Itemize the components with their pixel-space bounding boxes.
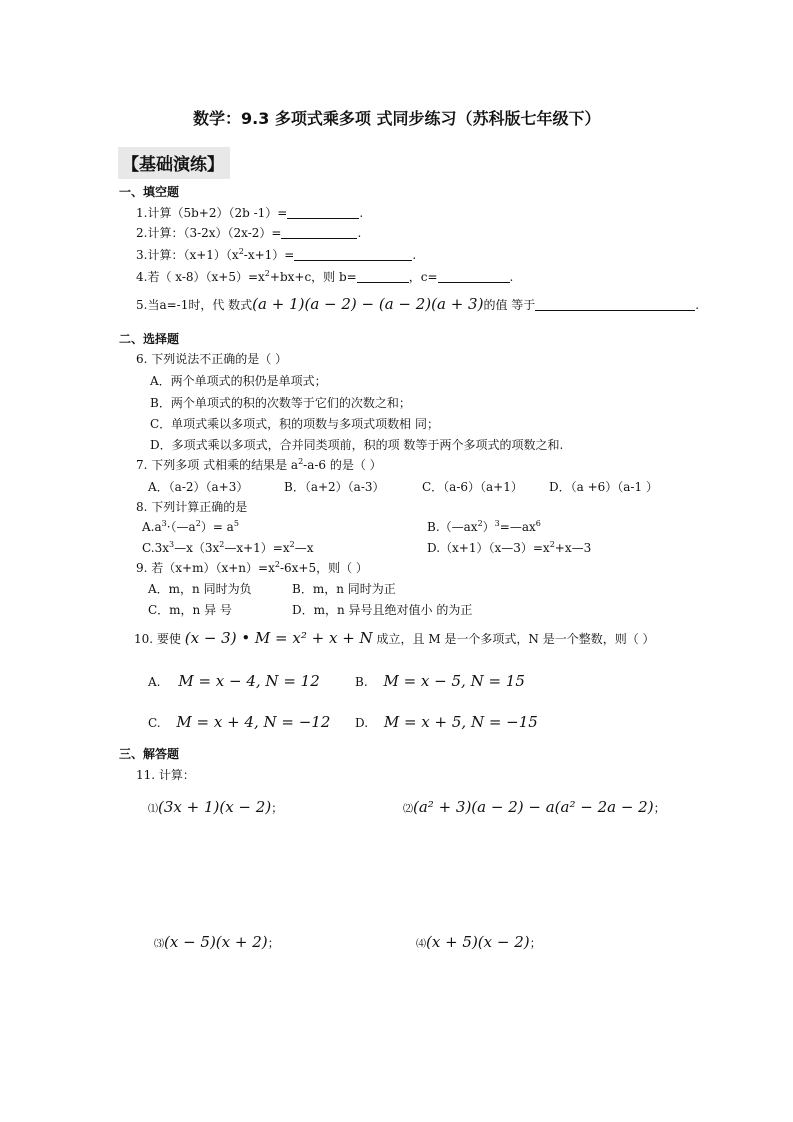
exponent: 3 <box>161 519 167 528</box>
question-5-text: 的值 等于 <box>483 298 536 312</box>
answer-blank[interactable] <box>287 206 359 219</box>
option-text: B.（—ax <box>427 520 478 534</box>
question-10-option-b[interactable] <box>355 672 525 690</box>
page-title: 数学：9.3 多项式乘多项 式同步练习（苏科版七年级下） <box>193 109 601 128</box>
exponent: 2 <box>238 247 244 256</box>
question-7 <box>136 456 382 473</box>
question-9-option-d[interactable]: D．m，n 异号且绝对值小 的为正 <box>292 603 473 617</box>
question-11-part-2 <box>403 798 666 816</box>
exponent: 2 <box>477 519 483 528</box>
question-6: 6. 下列说法不正确的是（ ） <box>136 352 288 366</box>
question-9-option-c[interactable]: C．m，n 异 号 <box>148 603 232 617</box>
answer-blank-b[interactable] <box>357 270 409 283</box>
question-3-text: 3.计算：（x+1）（x <box>136 248 239 262</box>
question-7-text: -a-6 的是（ ） <box>303 458 382 472</box>
question-6-option-a[interactable]: A．两个单项式的积仍是单项式； <box>150 374 327 388</box>
question-4-text: ，c= <box>408 270 438 284</box>
question-11-part-1 <box>148 798 283 816</box>
answer-blank-c[interactable] <box>438 270 510 283</box>
question-6-option-d[interactable]: D．多项式乘以多项式，合并同类项前，积的项 数等于两个多项式的项数之和. <box>150 438 564 452</box>
math-expression: M = x − 5, N = 15 <box>383 672 525 690</box>
option-label: A. <box>148 675 161 689</box>
semicolon: ； <box>267 936 280 950</box>
section-heading-choice: 二、选择题 <box>119 332 180 346</box>
question-10 <box>134 629 655 647</box>
section-heading-fill: 一、填空题 <box>119 185 180 199</box>
question-6-option-c[interactable]: C．单项式乘以多项式，积的项数与多项式项数相 同； <box>150 417 439 431</box>
question-8-option-b[interactable] <box>427 518 541 535</box>
answer-blank[interactable] <box>535 298 695 311</box>
question-7-text: 7. 下列多项 式相乘的结果是 a <box>136 458 299 472</box>
question-4: 4.若（ $x-8)(x+5)=x^2+bx+c$，则 b= ，c= . <box>136 269 514 284</box>
option-label: B. <box>355 675 368 689</box>
question-6-option-b[interactable]: B．两个单项式的积的次数等于它们的次数之和； <box>150 396 411 410</box>
part-label: ⑴ <box>148 804 158 815</box>
option-text: +x—3 <box>554 541 592 555</box>
question-10-option-d[interactable] <box>355 713 538 731</box>
question-3: 3.计算：$(x+1)(x^2-x+1)=$ . <box>136 247 417 262</box>
option-label: C. <box>148 716 161 730</box>
exponent: 3 <box>494 519 500 528</box>
math-expression: (3x + 1)(x − 2) <box>158 798 272 816</box>
option-text: =—ax <box>499 520 536 534</box>
exponent: 2 <box>195 519 201 528</box>
option-label: D. <box>355 716 369 730</box>
math-expression: (x − 5)(x + 2) <box>164 933 268 951</box>
question-8: 8. 下列计算正确的是 <box>136 500 248 514</box>
exponent: 5 <box>233 519 239 528</box>
question-1-text: 1.计算（5b+2）（2b -1）= <box>136 206 288 220</box>
answer-blank[interactable] <box>294 248 412 261</box>
question-2: 2.计算：（3-2x）（2x-2）= . <box>136 226 362 240</box>
semicolon: ； <box>271 801 284 815</box>
question-4-text: 4.若（ x-8）（x+5）=x <box>136 270 265 284</box>
question-9-option-a[interactable]: A．m，n 同时为负 <box>148 582 252 596</box>
question-8-option-d[interactable] <box>427 539 591 556</box>
section-heading-solve: 三、解答题 <box>119 747 180 761</box>
exponent: 6 <box>535 519 541 528</box>
semicolon: ； <box>653 801 666 815</box>
exponent: 2 <box>289 540 295 549</box>
exponent: 2 <box>298 457 304 466</box>
section-banner: 【基础演练】 <box>118 147 230 179</box>
question-3-text: -x+1）= <box>243 248 295 262</box>
option-text: ）= a <box>200 520 234 534</box>
part-label: ⑶ <box>154 939 164 950</box>
question-1: 1.计算（5b+2）（2b -1）= . <box>136 206 364 220</box>
semicolon: ； <box>529 936 542 950</box>
math-expression: M = x − 4, N = 12 <box>178 672 320 690</box>
option-text: ） <box>482 520 495 534</box>
exponent: 2 <box>219 540 225 549</box>
question-7-option-c[interactable]: C．（a-6）（a+1） <box>422 480 523 494</box>
question-5: 5.当a=-1时，代 数式(a + 1)(a − 2) − (a − 2)(a + 3)的值 等于 . <box>136 295 700 313</box>
math-expression: M = x + 4, N = −12 <box>176 713 331 731</box>
answer-blank[interactable] <box>281 226 357 239</box>
question-8-option-c[interactable] <box>142 539 314 556</box>
question-10-text: 10. 要使 <box>134 632 181 646</box>
question-9 <box>136 559 368 576</box>
option-text: —x <box>294 541 314 555</box>
question-9-text: -6x+5，则（ ） <box>279 561 368 575</box>
question-10-text: 成立，且 M 是一个多项式，N 是一个整数，则（ ） <box>376 632 655 646</box>
question-5-text: 5.当a=-1时，代 数式 <box>136 298 253 312</box>
math-expression: M = x + 5, N = −15 <box>383 713 538 731</box>
exponent: 3 <box>168 540 175 549</box>
exponent: 2 <box>549 540 555 549</box>
option-text: —x（3x <box>174 541 220 555</box>
math-expression: (a² + 3)(a − 2) − a(a² − 2a − 2) <box>413 798 654 816</box>
question-11-part-4 <box>416 933 542 951</box>
question-11-part-3 <box>154 933 280 951</box>
question-9-option-b[interactable]: B．m，n 同时为正 <box>292 582 396 596</box>
question-9-text: 9. 若（x+m）（x+n）=x <box>136 561 275 575</box>
option-text: —x+1）=x <box>224 541 290 555</box>
option-text: A.a <box>142 520 162 534</box>
question-7-option-b[interactable]: B．（a+2）（a-3） <box>284 480 385 494</box>
question-4-text: +bx+c，则 b= <box>269 270 357 284</box>
question-2-text: 2.计算：（3-2x）（2x-2）= <box>136 226 282 240</box>
question-11: 11. 计算： <box>136 768 195 782</box>
math-expression: (x − 3) • M = x² + x + N <box>184 629 373 647</box>
part-label: ⑵ <box>403 804 413 815</box>
math-expression: (a + 1)(a − 2) − (a − 2)(a + 3) <box>252 295 484 313</box>
exponent: 2 <box>274 560 280 569</box>
question-10-option-a[interactable] <box>148 672 320 690</box>
option-text: D.（x+1）（x—3）=x <box>427 541 550 555</box>
option-text: C.3x <box>142 541 169 555</box>
question-7-option-a[interactable]: A．（a-2）（a+3） <box>148 480 249 494</box>
question-7-option-d[interactable]: D．（a +6）（a-1 ） <box>549 480 658 494</box>
option-text: ·（—a <box>166 520 196 534</box>
part-label: ⑷ <box>416 939 426 950</box>
question-8-option-a[interactable] <box>142 518 239 535</box>
question-10-option-c[interactable] <box>148 713 330 731</box>
math-expression: (x + 5)(x − 2) <box>426 933 530 951</box>
exponent: 2 <box>264 269 270 278</box>
